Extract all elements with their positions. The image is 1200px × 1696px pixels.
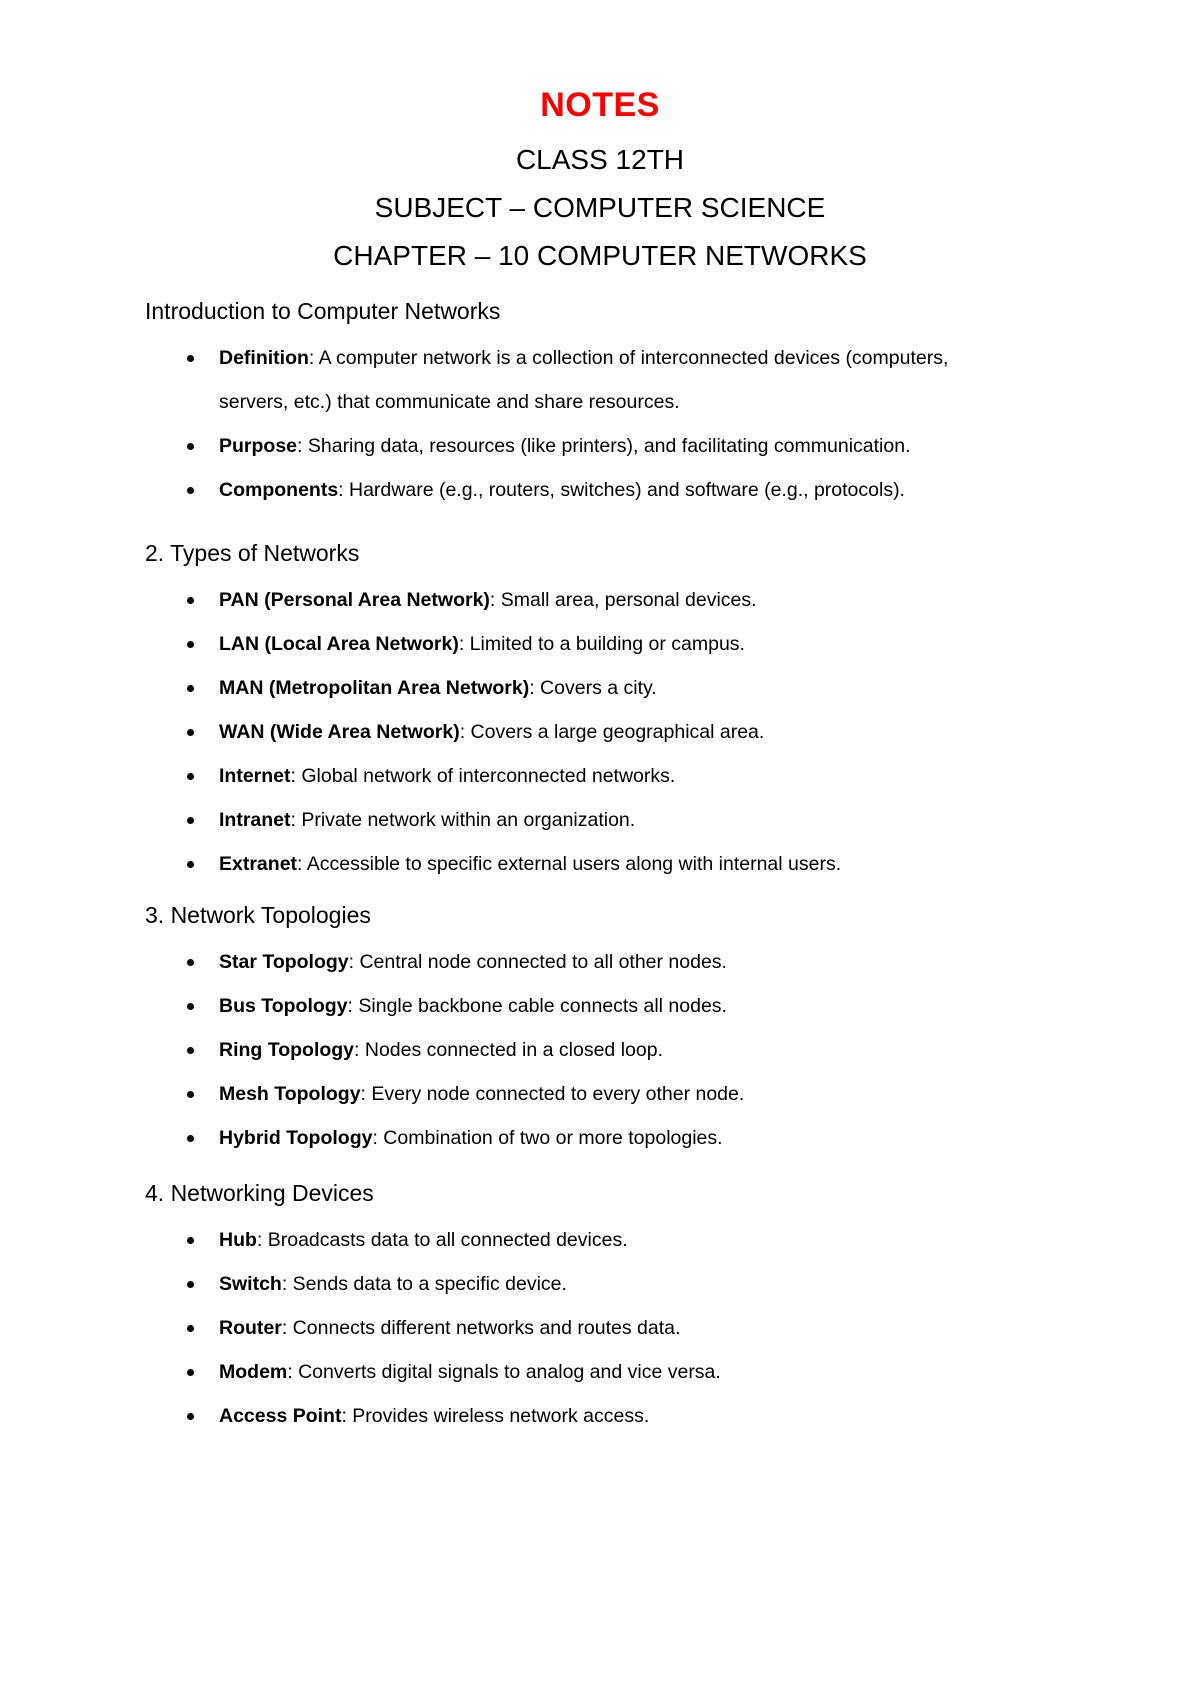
item-text: : Limited to a building or campus. [458,633,745,655]
bullet-icon [187,959,194,966]
bullet-icon [187,1047,194,1054]
list-item [185,798,1085,842]
bullet-icon [187,443,194,450]
bullet-icon [187,1325,194,1332]
item-term: WAN (Wide Area Network) [219,721,460,743]
item-text: : Provides wireless network access. [341,1405,650,1427]
item-term: Components [219,479,339,501]
item-term: Internet [219,765,291,787]
list-item [185,468,1085,512]
item-term: LAN (Local Area Network) [219,633,459,655]
bullet-icon [187,729,194,736]
item-text: : A computer network is a collection of interconnected devices (computers, [308,347,949,369]
bullet-icon [187,1091,194,1098]
item-text: : Single backbone cable connects all nodes. [347,995,727,1017]
list-item [185,984,1085,1028]
bullet-icon [187,1369,194,1376]
notes-title: NOTES [540,86,660,124]
list-item [185,336,1085,424]
item-text: : Broadcasts data to all connected devices. [256,1229,628,1251]
list-item [185,754,1085,798]
chapter-title: CHAPTER – 10 COMPUTER NETWORKS [333,240,867,271]
item-text: : Every node connected to every other node. [360,1083,745,1105]
item-term: Switch [219,1273,282,1295]
item-text: : Nodes connected in a closed loop. [354,1039,663,1061]
bullet-icon [187,773,194,780]
bullet-icon [187,685,194,692]
item-text: : Combination of two or more topologies. [372,1127,723,1149]
bullet-icon [187,641,194,648]
item-text: : Sharing data, resources (like printers), and facilitating communication. [297,435,911,457]
item-term: Purpose [219,435,298,457]
item-term: Hybrid Topology [219,1127,373,1149]
section-heading-types-of-networks: 2. Types of Networks [145,540,360,566]
item-text: : Hardware (e.g., routers, switches) and software (e.g., protocols). [338,479,905,501]
item-text: : Accessible to specific external users along with internal users. [297,853,842,875]
item-term: Ring Topology [219,1039,355,1061]
item-term: Intranet [219,809,291,831]
list-item [185,842,1085,886]
section-list-network-topologies [185,940,1085,1160]
item-text: : Converts digital signals to analog and vice versa. [287,1361,721,1383]
item-term: Mesh Topology [219,1083,361,1105]
bullet-icon [187,1003,194,1010]
list-item [185,940,1085,984]
item-text: : Small area, personal devices. [489,589,757,611]
list-item [185,666,1085,710]
item-text: : Central node connected to all other nodes. [348,951,727,973]
item-text-continued: servers, etc.) that communicate and share resources. [219,391,680,413]
list-item [185,1394,1085,1438]
item-term: Bus Topology [219,995,348,1017]
bullet-icon [187,1413,194,1420]
bullet-icon [187,355,194,362]
item-term: Hub [219,1229,257,1251]
item-term: PAN (Personal Area Network) [219,589,490,611]
list-item [185,1306,1085,1350]
list-item [185,1350,1085,1394]
list-item [185,424,1085,468]
bullet-icon [187,1135,194,1142]
item-term: Definition [219,347,309,369]
item-term: Extranet [219,853,298,875]
item-term: Access Point [219,1405,342,1427]
section-list-types-of-networks [185,578,1085,886]
list-item [185,710,1085,754]
bullet-icon [187,1237,194,1244]
section-heading-networking-devices: 4. Networking Devices [145,1180,374,1206]
list-item [185,1218,1085,1262]
bullet-icon [187,861,194,868]
section-heading-introduction: Introduction to Computer Networks [145,298,501,324]
bullet-icon [187,1281,194,1288]
item-text: : Sends data to a specific device. [281,1273,567,1295]
subject-title: SUBJECT – COMPUTER SCIENCE [374,192,826,223]
list-item [185,1262,1085,1306]
list-item [185,1116,1085,1160]
class-title: CLASS 12TH [515,144,685,175]
item-text: : Covers a large geographical area. [459,721,765,743]
list-item [185,1072,1085,1116]
section-list-introduction [185,336,1085,512]
item-text: : Private network within an organization. [290,809,636,831]
section-heading-network-topologies: 3. Network Topologies [145,902,371,928]
item-term: Modem [219,1361,288,1383]
bullet-icon [187,487,194,494]
list-item [185,622,1085,666]
list-item [185,578,1085,622]
list-item [185,1028,1085,1072]
item-term: Router [219,1317,282,1339]
item-term: MAN (Metropolitan Area Network) [219,677,530,699]
bullet-icon [187,817,194,824]
bullet-icon [187,597,194,604]
section-list-networking-devices [185,1218,1085,1438]
item-text: : Covers a city. [529,677,657,699]
item-term: Star Topology [219,951,349,973]
item-text: : Global network of interconnected networks. [290,765,676,787]
item-text: : Connects different networks and routes data. [281,1317,681,1339]
